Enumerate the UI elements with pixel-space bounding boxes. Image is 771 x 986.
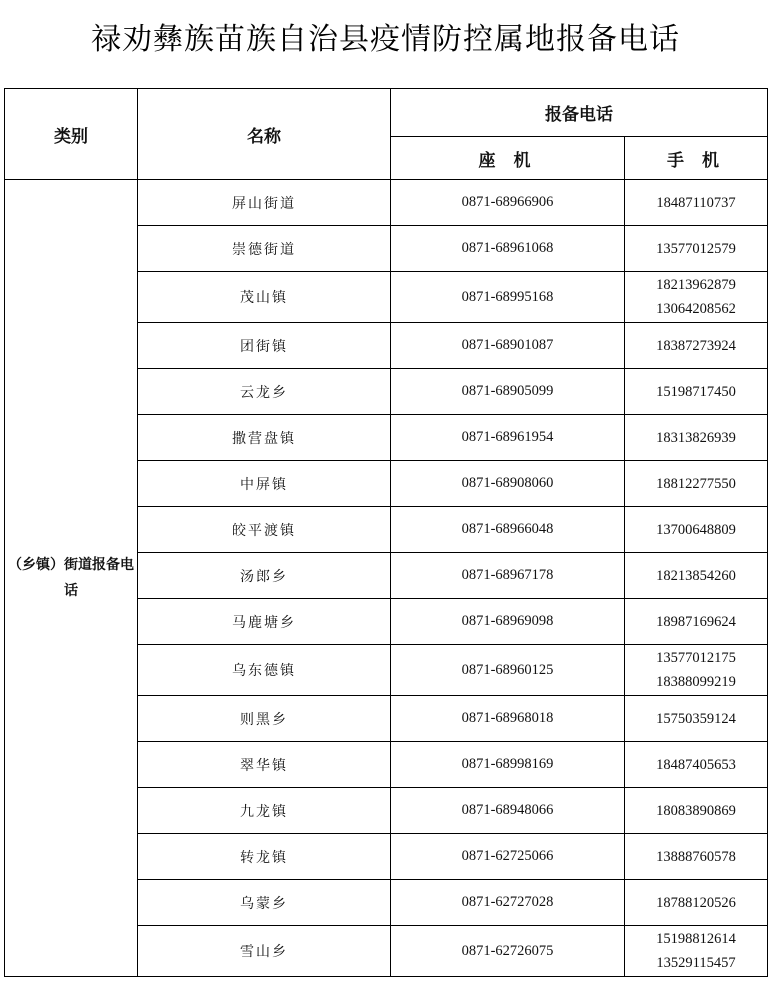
mobile-cell: [625, 742, 768, 788]
mobile-number: 18313826939: [656, 429, 736, 446]
town-name: 马鹿塘乡: [138, 599, 391, 645]
town-name: 云龙乡: [138, 369, 391, 415]
header-name: 名称: [138, 89, 391, 180]
mobile-cell: [625, 323, 768, 369]
mobile-number: 13577012175: [656, 650, 736, 666]
mobile-cell: [625, 180, 768, 226]
town-name: 雪山乡: [138, 926, 391, 977]
town-name: 乌东德镇: [138, 645, 391, 696]
mobile-cell: [625, 272, 768, 323]
mobile-cell: [625, 645, 768, 696]
mobile-cell: [625, 507, 768, 553]
landline-number: 0871-62725066: [391, 834, 625, 880]
mobile-cell: [625, 926, 768, 977]
town-name: 转龙镇: [138, 834, 391, 880]
mobile-number: 18213854260: [656, 567, 736, 584]
landline-number: 0871-68995168: [391, 272, 625, 323]
landline-number: 0871-62726075: [391, 926, 625, 977]
landline-number: 0871-68966906: [391, 180, 625, 226]
mobile-number: 18487110737: [656, 194, 736, 211]
mobile-number: 13529115457: [656, 955, 736, 971]
landline-number: 0871-68967178: [391, 553, 625, 599]
town-name: 翠华镇: [138, 742, 391, 788]
mobile-number: 15198812614: [656, 931, 736, 947]
mobile-number: 18213962879: [656, 277, 736, 293]
landline-number: 0871-68969098: [391, 599, 625, 645]
mobile-number: 18788120526: [656, 894, 736, 911]
landline-number: 0871-68961954: [391, 415, 625, 461]
landline-number: 0871-62727028: [391, 880, 625, 926]
phone-table: [4, 88, 768, 977]
mobile-cell: [625, 369, 768, 415]
town-name: 九龙镇: [138, 788, 391, 834]
mobile-number: 13888760578: [656, 848, 736, 865]
mobile-cell: [625, 226, 768, 272]
landline-number: 0871-68908060: [391, 461, 625, 507]
town-name: 汤郎乡: [138, 553, 391, 599]
mobile-number: 18987169624: [656, 613, 736, 630]
landline-number: 0871-68961068: [391, 226, 625, 272]
landline-number: 0871-68901087: [391, 323, 625, 369]
mobile-number: 18812277550: [656, 475, 736, 492]
town-name: 撒营盘镇: [138, 415, 391, 461]
mobile-number: 18487405653: [656, 756, 736, 773]
page-title: 禄劝彝族苗族自治县疫情防控属地报备电话: [91, 22, 680, 57]
town-name: 茂山镇: [138, 272, 391, 323]
town-name: 皎平渡镇: [138, 507, 391, 553]
town-name: 崇德街道: [138, 226, 391, 272]
landline-number: 0871-68968018: [391, 696, 625, 742]
mobile-cell: [625, 553, 768, 599]
mobile-number: 18083890869: [656, 802, 736, 819]
landline-number: 0871-68905099: [391, 369, 625, 415]
mobile-number: 18388099219: [656, 674, 736, 690]
landline-number: 0871-68960125: [391, 645, 625, 696]
mobile-cell: [625, 834, 768, 880]
mobile-number: 13700648809: [656, 521, 736, 538]
mobile-number: 18387273924: [656, 337, 736, 354]
landline-number: 0871-68966048: [391, 507, 625, 553]
town-name: 乌蒙乡: [138, 880, 391, 926]
table-row: [5, 180, 768, 226]
mobile-cell: [625, 880, 768, 926]
mobile-number: 15198717450: [656, 383, 736, 400]
town-name: 屏山街道: [138, 180, 391, 226]
town-name: 中屏镇: [138, 461, 391, 507]
mobile-cell: [625, 461, 768, 507]
table-body: [5, 180, 768, 977]
town-name: 则黑乡: [138, 696, 391, 742]
mobile-cell: [625, 696, 768, 742]
landline-number: 0871-68948066: [391, 788, 625, 834]
mobile-cell: [625, 599, 768, 645]
category-cell: （乡镇）街道报备电话: [5, 180, 138, 977]
mobile-number: 13064208562: [656, 301, 736, 317]
header-category: 类别: [5, 89, 138, 180]
mobile-cell: [625, 788, 768, 834]
mobile-number: 13577012579: [656, 240, 736, 257]
landline-number: 0871-68998169: [391, 742, 625, 788]
mobile-number: 15750359124: [656, 710, 736, 727]
mobile-cell: [625, 415, 768, 461]
header-mobile: 手 机: [625, 137, 768, 180]
header-landline: 座 机: [391, 137, 625, 180]
town-name: 团街镇: [138, 323, 391, 369]
header-phone-group: 报备电话: [391, 89, 768, 137]
